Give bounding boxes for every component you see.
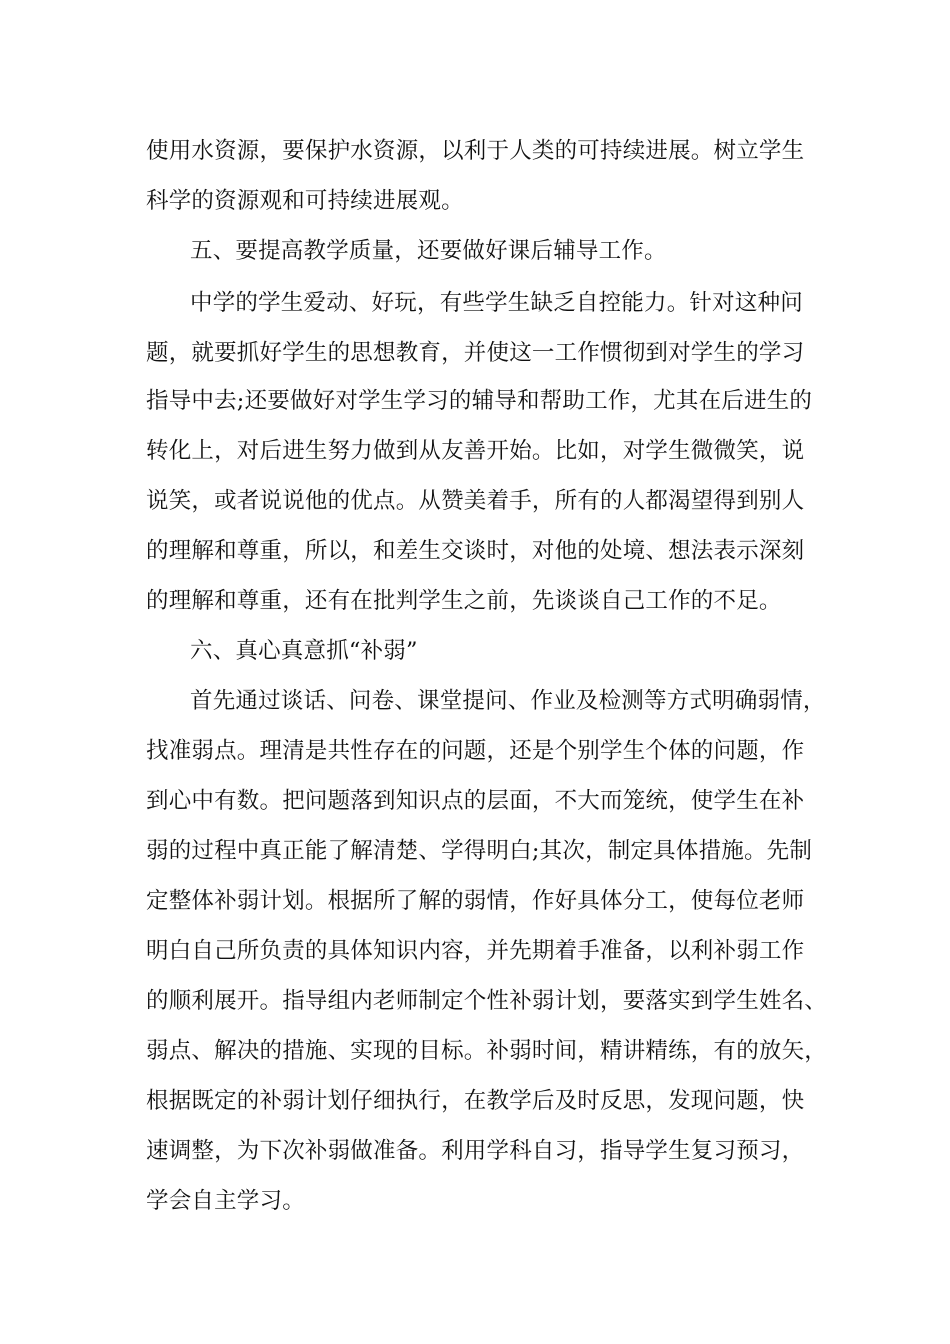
paragraph-line: 指导中去;还要做好对学生学习的辅导和帮助工作，尤其在后进生的 — [146, 388, 813, 414]
paragraph-line: 中学的学生爱动、好玩，有些学生缺乏自控能力。针对这种问 — [190, 290, 803, 316]
paragraph-line: 科学的资源观和可持续进展观。 — [146, 188, 464, 214]
paragraph-line: 弱的过程中真正能了解清楚、学得明白;其次，制定具体措施。先制 — [146, 838, 813, 864]
section-heading-five: 五、要提高教学质量，还要做好课后辅导工作。 — [190, 238, 667, 264]
paragraph-line: 学会自主学习。 — [146, 1188, 305, 1214]
paragraph-line: 弱点、解决的措施、实现的目标。补弱时间，精讲精练，有的放矢， — [146, 1038, 828, 1064]
paragraph-line: 到心中有数。把问题落到知识点的层面，不大而笼统，使学生在补 — [146, 788, 805, 814]
paragraph-line: 题，就要抓好学生的思想教育，并使这一工作惯彻到对学生的学习 — [146, 340, 805, 366]
paragraph-line: 明白自己所负责的具体知识内容，并先期着手准备，以利补弱工作 — [146, 938, 805, 964]
section-heading-six: 六、真心真意抓“补弱” — [190, 638, 418, 664]
paragraph-line: 转化上，对后进生努力做到从友善开始。比如，对学生微微笑，说 — [146, 438, 805, 464]
paragraph-line: 首先通过谈话、问卷、课堂提问、作业及检测等方式明确弱情， — [190, 688, 826, 714]
paragraph-line: 定整体补弱计划。根据所了解的弱情，作好具体分工，使每位老师 — [146, 888, 805, 914]
paragraph-line: 的理解和尊重，还有在批判学生之前，先谈谈自己工作的不足。 — [146, 588, 782, 614]
paragraph-line: 根据既定的补弱计划仔细执行，在教学后及时反思，发现问题，快 — [146, 1088, 805, 1114]
paragraph-line: 的顺利展开。指导组内老师制定个性补弱计划，要落实到学生姓名、 — [146, 988, 828, 1014]
paragraph-line: 的理解和尊重，所以，和差生交谈时，对他的处境、想法表示深刻 — [146, 538, 805, 564]
paragraph-line: 使用水资源，要保护水资源，以利于人类的可持续进展。树立学生 — [146, 138, 805, 164]
paragraph-line: 速调整，为下次补弱做准备。利用学科自习，指导学生复习预习， — [146, 1138, 805, 1164]
paragraph-line: 说笑，或者说说他的优点。从赞美着手，所有的人都渴望得到别人 — [146, 488, 805, 514]
paragraph-line: 找准弱点。理清是共性存在的问题，还是个别学生个体的问题，作 — [146, 738, 805, 764]
